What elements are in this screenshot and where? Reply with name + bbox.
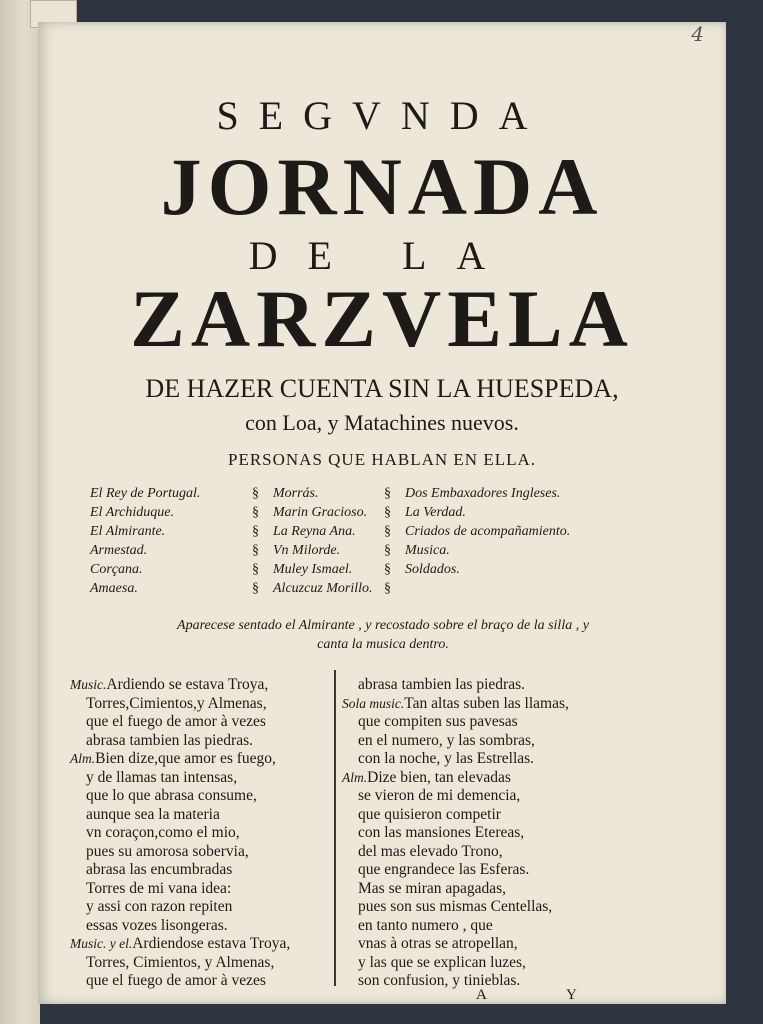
cast-column-3	[384, 486, 570, 600]
verse-text: y las que se explican luzes,	[358, 953, 526, 971]
verse-line	[70, 880, 340, 899]
verse-line	[342, 972, 632, 991]
cast-member: § Marin Gracioso.	[252, 505, 368, 520]
title-de-la: DE LA	[248, 233, 516, 278]
verse-line	[342, 713, 632, 732]
verse-text: con la noche, y las Estrellas.	[358, 750, 535, 767]
title-segunda: SEGVNDA	[216, 93, 548, 138]
verse-text: que engrandece las Esferas.	[358, 861, 530, 878]
verse-line	[70, 769, 340, 788]
cast-member: El Almirante.	[90, 524, 166, 539]
verse-text: que quisieron competir	[358, 805, 501, 823]
verse-line	[342, 676, 632, 695]
verse-line	[70, 676, 340, 695]
speaker-label: Alm.	[70, 751, 96, 766]
cast-member: § Alcuzcuz Morillo.	[252, 581, 373, 596]
verse-text: abrasa tambien las piedras.	[86, 731, 253, 749]
verse-text: con las mansiones Etereas,	[358, 824, 525, 841]
facing-page-edge	[0, 0, 40, 1024]
verse-line	[70, 843, 340, 862]
verse-text: Tan altas suben las llamas,	[404, 694, 569, 712]
verse-line	[70, 732, 340, 751]
cast-member: § Soldados.	[384, 562, 460, 577]
section-mark: §	[384, 505, 391, 520]
page-number: 4	[691, 22, 704, 46]
verse-line	[342, 843, 632, 862]
section-mark: §	[252, 505, 259, 520]
verse-text: se vieron de mi demencia,	[358, 787, 521, 804]
verse-line	[70, 935, 340, 954]
verse-text: pues son sus mismas Centellas,	[358, 898, 553, 915]
section-mark: §	[252, 486, 259, 501]
verse-line	[70, 898, 340, 917]
verse-text: que lo que abrasa consume,	[86, 787, 257, 804]
verse-text: Torres,Cimientos,y Almenas,	[86, 694, 267, 712]
verse-text: y de llamas tan intensas,	[86, 768, 238, 786]
verse-text: Ardiendose estava Troya,	[132, 935, 291, 952]
stage-direction-line: canta la musica dentro.	[317, 637, 449, 652]
section-mark: §	[384, 562, 391, 577]
stage-direction-line: Aparecese sentado el Almirante , y recostado sobre el braço de la silla , y	[177, 618, 589, 633]
verse-text: abrasa las encumbradas	[86, 861, 233, 878]
verse-line	[342, 806, 632, 825]
verse-line	[70, 824, 340, 843]
section-mark: §	[384, 581, 391, 596]
speaker-label: Alm.	[342, 769, 368, 785]
verse-line	[70, 695, 340, 714]
verse-column-left	[70, 676, 340, 991]
speaker-label: Music.	[70, 677, 107, 692]
verse-text: Dize bien, tan elevadas	[367, 768, 511, 786]
verse-line	[342, 861, 632, 880]
signature-mark: A	[476, 987, 487, 1003]
verse-text: son confusion, y tinieblas.	[358, 972, 521, 989]
document-page	[38, 22, 726, 1004]
verse-column-right	[342, 676, 632, 991]
catchword: Y	[566, 987, 577, 1003]
subtitle-main: DE HAZER CUENTA SIN LA HUESPEDA,	[145, 374, 619, 403]
verse-text: pues su amorosa sobervia,	[86, 842, 249, 860]
verse-line	[70, 972, 340, 991]
verse-text: que compiten sus pavesas	[358, 713, 518, 730]
cast-member: Amaesa.	[90, 581, 138, 596]
title-jornada: JORNADA	[160, 141, 604, 232]
verse-line	[342, 954, 632, 973]
verse-line	[70, 787, 340, 806]
cast-member: § Muley Ismael.	[252, 562, 353, 577]
verse-line	[342, 769, 632, 788]
section-mark: §	[252, 543, 259, 558]
verse-text: Bien dize,que amor es fuego,	[95, 750, 276, 767]
verse-text: Ardiendo se estava Troya,	[106, 676, 269, 693]
cast-member: § Morrás.	[252, 486, 319, 501]
section-mark: §	[384, 524, 391, 539]
cast-member	[384, 581, 570, 600]
title-zarzuela: ZARZVELA	[130, 273, 634, 364]
section-mark: §	[384, 486, 391, 501]
verse-text: en el numero, y las sombras,	[358, 731, 535, 749]
cast-member: § Criados de acompañamiento.	[384, 524, 571, 539]
cast-column-2	[252, 486, 373, 600]
cast-member: § La Verdad.	[384, 505, 466, 520]
verse-text: essas vozes lisongeras.	[86, 916, 228, 934]
verse-line	[70, 713, 340, 732]
verse-text: abrasa tambien las piedras.	[358, 676, 525, 693]
verse-line	[70, 750, 340, 769]
cast-member: El Rey de Portugal.	[90, 486, 201, 501]
section-mark: §	[252, 524, 259, 539]
verse-text: y assi con razon repiten	[86, 898, 233, 915]
verse-line	[70, 861, 340, 880]
verse-line	[342, 732, 632, 751]
cast-member: El Archiduque.	[90, 505, 174, 520]
verse-text: Mas se miran apagadas,	[358, 879, 507, 897]
verse-line	[342, 750, 632, 769]
verse-line	[70, 954, 340, 973]
verse-text: que el fuego de amor à vezes	[86, 972, 266, 989]
verse-line	[342, 917, 632, 936]
verse-line	[342, 787, 632, 806]
cast-member: Corçana.	[90, 562, 143, 577]
verse-line	[70, 806, 340, 825]
verse-line	[342, 935, 632, 954]
speaker-label: Sola music.	[342, 695, 405, 711]
verse-text: Torres de mi vana idea:	[86, 879, 232, 897]
verse-line	[342, 898, 632, 917]
verse-text: en tanto numero , que	[358, 916, 493, 934]
verse-line	[70, 917, 340, 936]
verse-text: Torres, Cimientos, y Almenas,	[86, 953, 275, 971]
cast-member: § Dos Embaxadores Ingleses.	[384, 486, 561, 501]
speaker-label: Music. y el.	[70, 936, 133, 951]
section-mark: §	[252, 581, 259, 596]
subtitle-secondary: con Loa, y Matachines nuevos.	[245, 410, 519, 435]
verse-text: vnas à otras se atropellan,	[358, 935, 518, 952]
verse-text: del mas elevado Trono,	[358, 842, 503, 860]
stage-direction	[98, 616, 668, 654]
cast-member: § La Reyna Ana.	[252, 524, 356, 539]
verse-line	[342, 695, 632, 714]
cast-member: Armestad.	[90, 543, 148, 558]
verse-text: que el fuego de amor à vezes	[86, 713, 266, 730]
cast-member: § Musica.	[384, 543, 450, 558]
verse-line	[342, 880, 632, 899]
cast-column-1	[90, 486, 200, 600]
personas-heading: PERSONAS QUE HABLAN EN ELLA.	[227, 450, 537, 469]
verse-text: vn coraçon,como el mio,	[86, 824, 240, 841]
verse-line	[342, 824, 632, 843]
section-mark: §	[252, 562, 259, 577]
verse-text: aunque sea la materia	[86, 805, 220, 823]
section-mark: §	[384, 543, 391, 558]
cast-member: § Vn Milorde.	[252, 543, 341, 558]
